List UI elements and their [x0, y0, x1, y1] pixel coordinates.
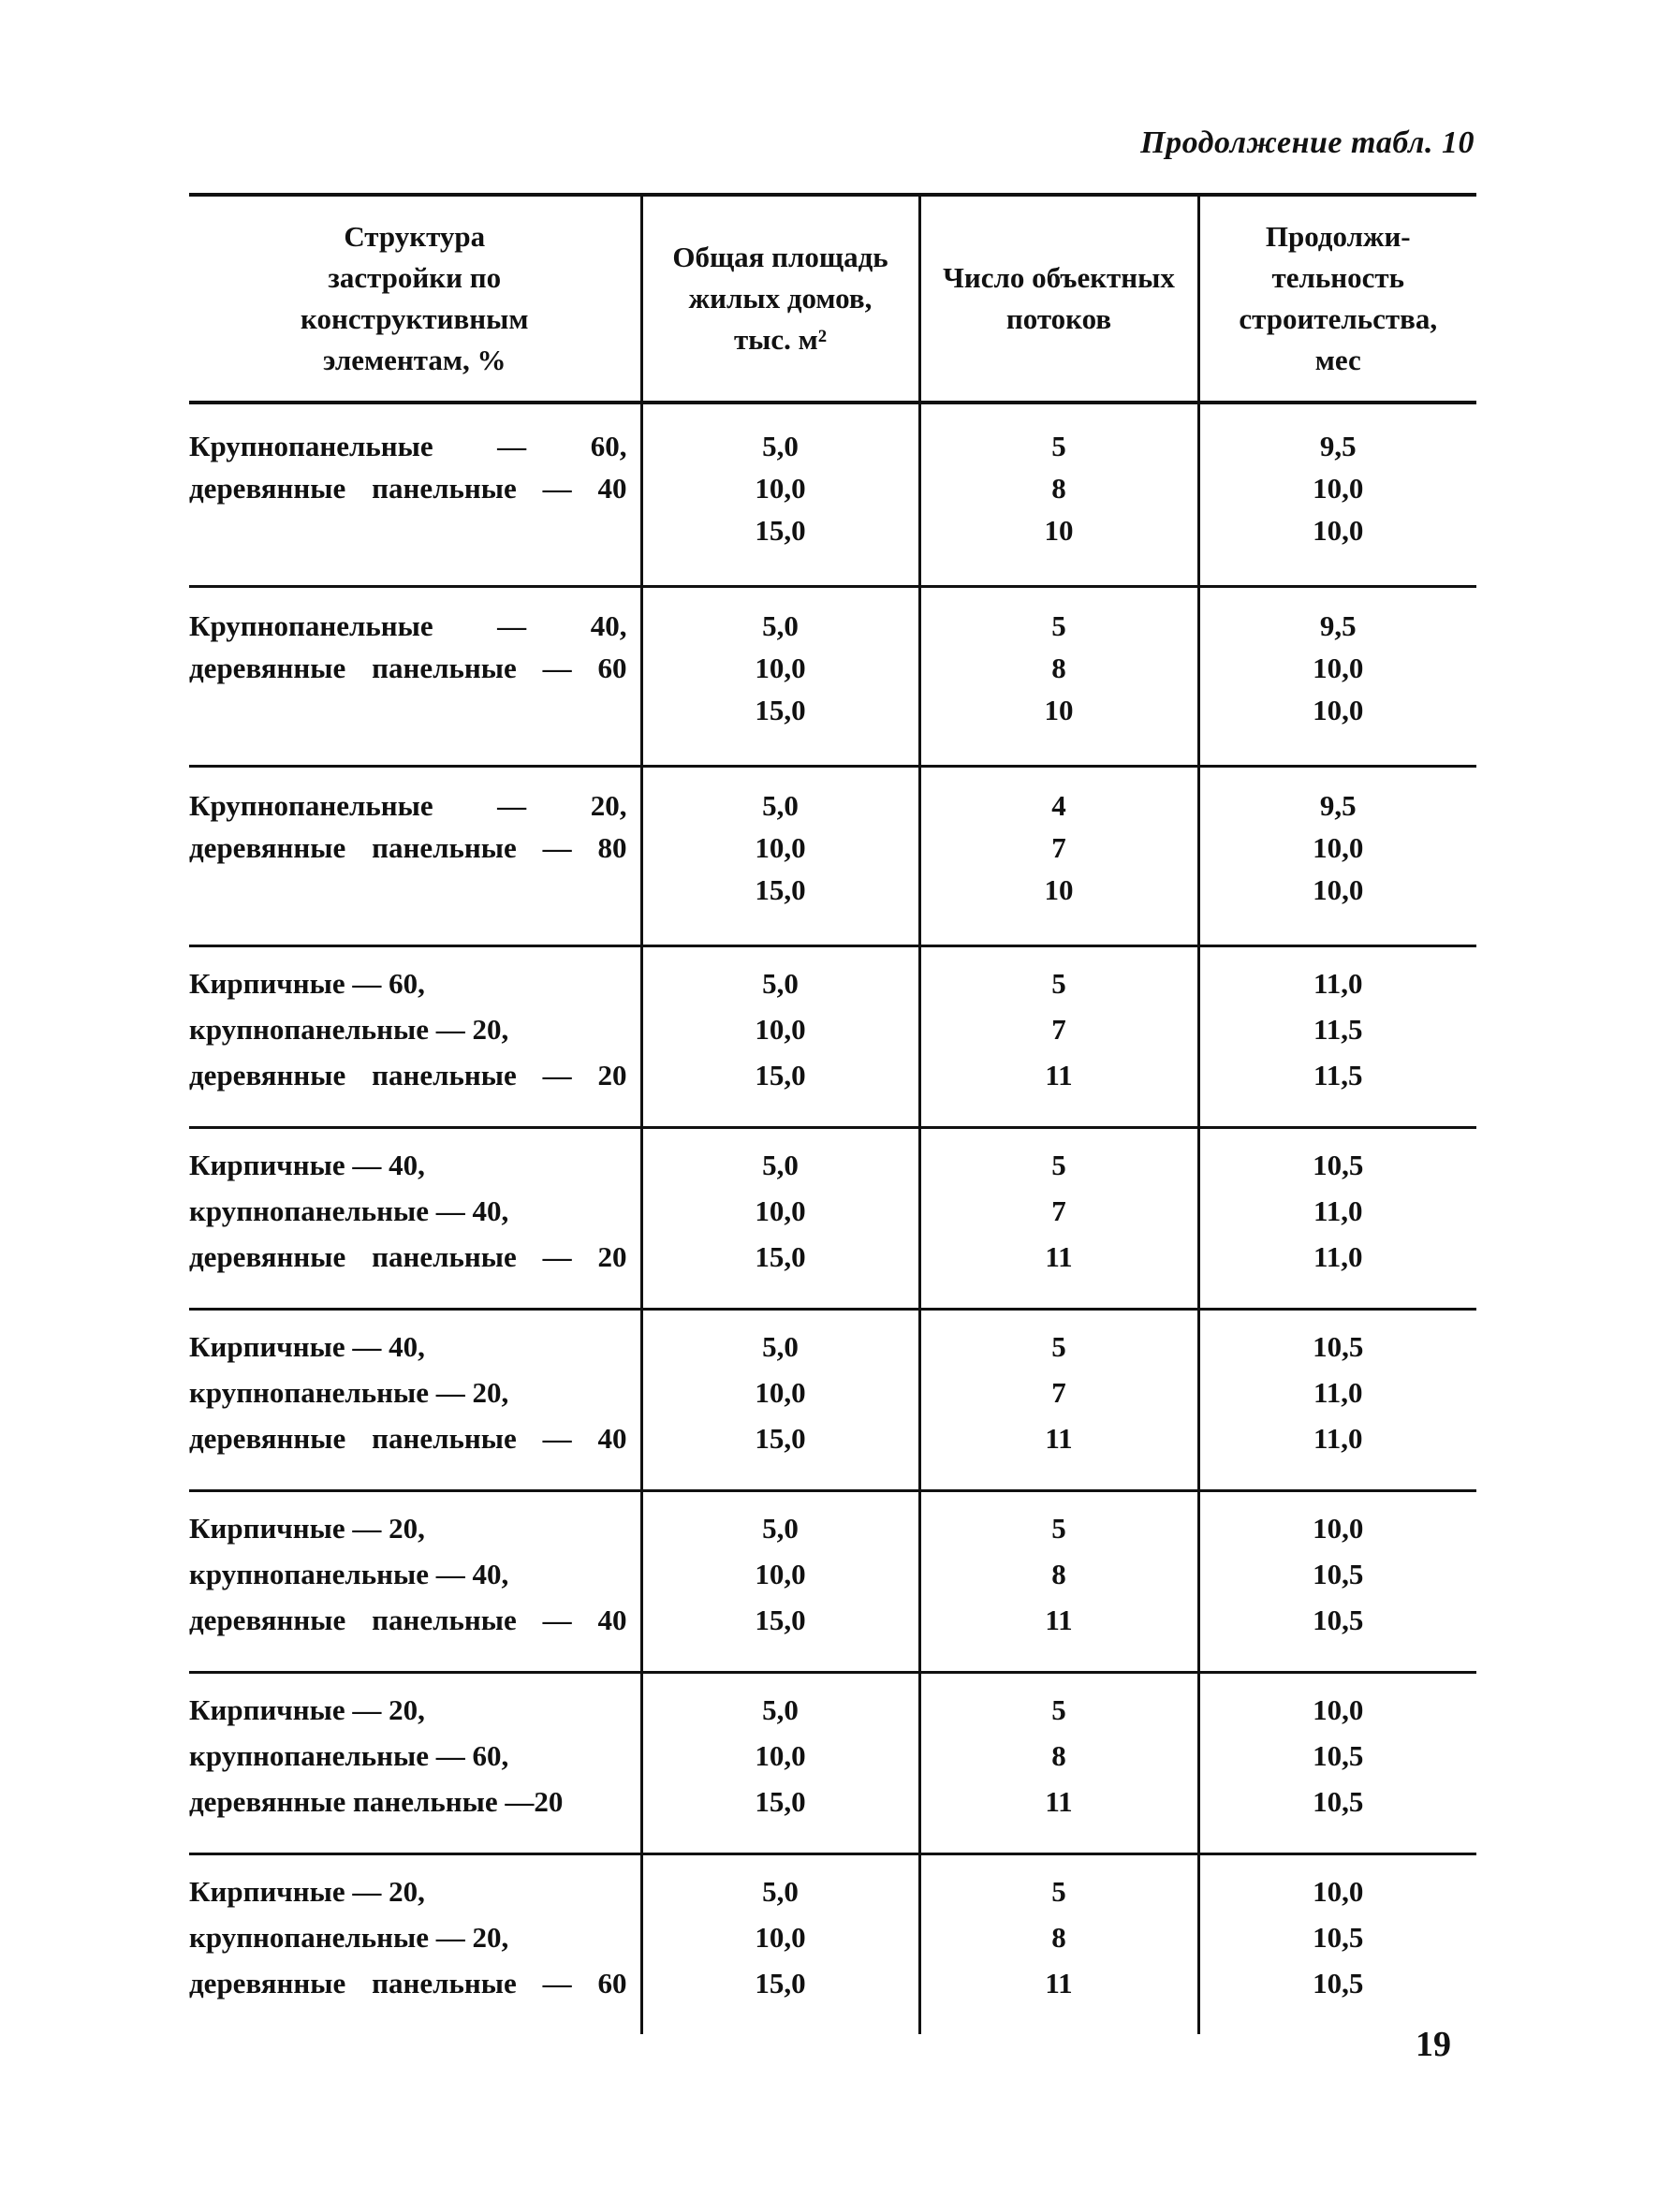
area-value: 10,0 — [755, 652, 806, 684]
duration-value: 9,5 — [1319, 609, 1357, 642]
area-value: 10,0 — [755, 1013, 806, 1046]
header-line: элементам, % — [323, 344, 506, 376]
flows-value: 8 — [1051, 1558, 1066, 1590]
duration-cell — [1198, 767, 1476, 946]
structure-line: деревянные панельные — 80 — [189, 831, 627, 864]
header-line: Число объектных — [943, 261, 1175, 294]
area-value: 5,0 — [762, 789, 799, 822]
duration-value: 10,5 — [1313, 1604, 1364, 1636]
area-cell — [641, 587, 919, 767]
duration-value: 10,5 — [1313, 1149, 1364, 1181]
structure-line: Кирпичные — 40, — [189, 1149, 425, 1181]
structure-line: крупнопанельные — 20, — [189, 1921, 509, 1954]
area-value: 5,0 — [762, 609, 799, 642]
area-value: 5,0 — [762, 967, 799, 1000]
header-line: тыс. м² — [733, 323, 828, 356]
header-area — [641, 195, 919, 403]
table-row — [189, 1673, 1476, 1854]
area-value: 5,0 — [762, 1512, 799, 1545]
structure-cell — [189, 1310, 641, 1491]
duration-cell — [1198, 403, 1476, 587]
area-value: 5,0 — [762, 1875, 799, 1908]
flows-value: 7 — [1051, 1376, 1066, 1409]
duration-value: 11,5 — [1313, 1059, 1363, 1091]
structure-line: Крупнопанельные — 40, — [189, 609, 627, 642]
flows-value: 11 — [1045, 1785, 1073, 1818]
duration-value: 11,0 — [1313, 1376, 1363, 1409]
area-value: 10,0 — [755, 1376, 806, 1409]
structure-cell — [189, 1673, 641, 1854]
area-cell — [641, 1854, 919, 2035]
area-value: 15,0 — [755, 873, 806, 906]
header-line: Общая площадь — [672, 241, 888, 273]
duration-cell — [1198, 587, 1476, 767]
header-line: тельность — [1271, 261, 1404, 294]
flows-value: 10 — [1044, 873, 1074, 906]
construction-duration-table — [189, 193, 1476, 2034]
flows-value: 8 — [1051, 472, 1066, 505]
structure-line: деревянные панельные — 40 — [189, 1422, 627, 1455]
duration-value: 11,5 — [1313, 1013, 1363, 1046]
area-value: 15,0 — [755, 1785, 806, 1818]
flows-value: 4 — [1051, 789, 1066, 822]
flows-cell — [919, 767, 1198, 946]
structure-line: Кирпичные — 60, — [189, 967, 425, 1000]
header-duration — [1198, 195, 1476, 403]
structure-cell — [189, 587, 641, 767]
area-value: 5,0 — [762, 430, 799, 462]
table-header-row — [189, 195, 1476, 403]
structure-cell — [189, 1854, 641, 2035]
area-value: 5,0 — [762, 1149, 799, 1181]
flows-value: 10 — [1044, 694, 1074, 726]
duration-cell — [1198, 1128, 1476, 1310]
structure-line: деревянные панельные — 20 — [189, 1059, 627, 1091]
flows-value: 5 — [1051, 1149, 1066, 1181]
duration-value: 9,5 — [1319, 789, 1357, 822]
structure-line: крупнопанельные — 60, — [189, 1739, 509, 1772]
duration-value: 10,5 — [1313, 1967, 1364, 2000]
duration-value: 10,0 — [1313, 831, 1364, 864]
table-row — [189, 403, 1476, 587]
flows-value: 8 — [1051, 652, 1066, 684]
header-line: мес — [1314, 344, 1361, 376]
header-line: застройки по — [328, 261, 502, 294]
flows-value: 5 — [1051, 1512, 1066, 1545]
table-row — [189, 587, 1476, 767]
header-line: Структура — [344, 220, 486, 253]
flows-value: 11 — [1045, 1422, 1073, 1455]
flows-value: 11 — [1045, 1604, 1073, 1636]
structure-line: деревянные панельные —20 — [189, 1785, 564, 1818]
area-value: 15,0 — [755, 1059, 806, 1091]
structure-cell — [189, 1128, 641, 1310]
flows-value: 5 — [1051, 430, 1066, 462]
duration-value: 10,0 — [1313, 652, 1364, 684]
flows-cell — [919, 1128, 1198, 1310]
flows-cell — [919, 1854, 1198, 2035]
structure-line: крупнопанельные — 20, — [189, 1376, 509, 1409]
duration-value: 11,0 — [1313, 1194, 1363, 1227]
flows-value: 8 — [1051, 1739, 1066, 1772]
area-cell — [641, 1491, 919, 1673]
flows-cell — [919, 1491, 1198, 1673]
flows-value: 5 — [1051, 1330, 1066, 1363]
duration-value: 10,0 — [1313, 873, 1364, 906]
duration-cell — [1198, 946, 1476, 1128]
flows-value: 5 — [1051, 609, 1066, 642]
area-value: 10,0 — [755, 472, 806, 505]
flows-cell — [919, 587, 1198, 767]
area-value: 15,0 — [755, 1240, 806, 1273]
table-row — [189, 946, 1476, 1128]
duration-value: 10,0 — [1313, 472, 1364, 505]
header-line: жилых домов, — [688, 282, 873, 315]
structure-line: деревянные панельные — 40 — [189, 472, 627, 505]
duration-value: 10,0 — [1313, 1875, 1364, 1908]
structure-line: крупнопанельные — 20, — [189, 1013, 509, 1046]
flows-cell — [919, 403, 1198, 587]
flows-value: 11 — [1045, 1059, 1073, 1091]
flows-value: 5 — [1051, 1875, 1066, 1908]
structure-cell — [189, 767, 641, 946]
structure-cell — [189, 1491, 641, 1673]
area-value: 15,0 — [755, 1967, 806, 2000]
duration-value: 10,0 — [1313, 694, 1364, 726]
table-row — [189, 767, 1476, 946]
duration-value: 10,0 — [1313, 1693, 1364, 1726]
page-number: 19 — [1416, 2025, 1451, 2064]
table-row — [189, 1854, 1476, 2035]
structure-line: Кирпичные — 20, — [189, 1693, 425, 1726]
duration-value: 10,5 — [1313, 1330, 1364, 1363]
flows-value: 5 — [1051, 967, 1066, 1000]
area-value: 5,0 — [762, 1330, 799, 1363]
structure-line: Кирпичные — 40, — [189, 1330, 425, 1363]
area-cell — [641, 1128, 919, 1310]
duration-cell — [1198, 1310, 1476, 1491]
duration-value: 9,5 — [1319, 430, 1357, 462]
area-cell — [641, 767, 919, 946]
duration-value: 11,0 — [1313, 1422, 1363, 1455]
structure-line: деревянные панельные — 60 — [189, 652, 627, 684]
structure-line: деревянные панельные — 60 — [189, 1967, 627, 2000]
area-value: 5,0 — [762, 1693, 799, 1726]
duration-cell — [1198, 1491, 1476, 1673]
duration-value: 10,5 — [1313, 1739, 1364, 1772]
flows-value: 11 — [1045, 1967, 1073, 2000]
area-cell — [641, 403, 919, 587]
area-value: 15,0 — [755, 514, 806, 547]
flows-value: 11 — [1045, 1240, 1073, 1273]
duration-value: 10,5 — [1313, 1921, 1364, 1954]
flows-value: 7 — [1051, 831, 1066, 864]
flows-value: 7 — [1051, 1194, 1066, 1227]
duration-value: 11,0 — [1313, 967, 1363, 1000]
structure-line: Кирпичные — 20, — [189, 1512, 425, 1545]
duration-value: 10,5 — [1313, 1785, 1364, 1818]
duration-value: 10,0 — [1313, 1512, 1364, 1545]
structure-line: крупнопанельные — 40, — [189, 1558, 509, 1590]
area-value: 10,0 — [755, 1739, 806, 1772]
structure-line: деревянные панельные — 20 — [189, 1240, 627, 1273]
structure-line: деревянные панельные — 40 — [189, 1604, 627, 1636]
table-row — [189, 1128, 1476, 1310]
header-structure — [189, 195, 641, 403]
flows-cell — [919, 946, 1198, 1128]
header-flows — [919, 195, 1198, 403]
header-line: Продолжи- — [1265, 220, 1411, 253]
area-cell — [641, 1310, 919, 1491]
area-value: 10,0 — [755, 1558, 806, 1590]
area-value: 15,0 — [755, 1604, 806, 1636]
area-value: 15,0 — [755, 1422, 806, 1455]
duration-value: 11,0 — [1313, 1240, 1363, 1273]
flows-value: 8 — [1051, 1921, 1066, 1954]
area-cell — [641, 1673, 919, 1854]
flows-value: 5 — [1051, 1693, 1066, 1726]
header-line: потоков — [1005, 302, 1112, 335]
table-caption: Продолжение табл. 10 — [1140, 125, 1475, 160]
header-line: строительства, — [1239, 302, 1438, 335]
duration-value: 10,5 — [1313, 1558, 1364, 1590]
structure-line: Крупнопанельные — 60, — [189, 430, 627, 462]
structure-cell — [189, 403, 641, 587]
duration-value: 10,0 — [1313, 514, 1364, 547]
header-line: конструктивным — [301, 302, 529, 335]
flows-cell — [919, 1310, 1198, 1491]
flows-value: 10 — [1044, 514, 1074, 547]
structure-line: Крупнопанельные — 20, — [189, 789, 627, 822]
table-row — [189, 1491, 1476, 1673]
flows-cell — [919, 1673, 1198, 1854]
table-row — [189, 1310, 1476, 1491]
area-value: 10,0 — [755, 1194, 806, 1227]
structure-cell — [189, 946, 641, 1128]
flows-value: 7 — [1051, 1013, 1066, 1046]
duration-cell — [1198, 1673, 1476, 1854]
area-value: 10,0 — [755, 1921, 806, 1954]
area-cell — [641, 946, 919, 1128]
duration-cell — [1198, 1854, 1476, 2035]
area-value: 15,0 — [755, 694, 806, 726]
structure-line: Кирпичные — 20, — [189, 1875, 425, 1908]
structure-line: крупнопанельные — 40, — [189, 1194, 509, 1227]
area-value: 10,0 — [755, 831, 806, 864]
